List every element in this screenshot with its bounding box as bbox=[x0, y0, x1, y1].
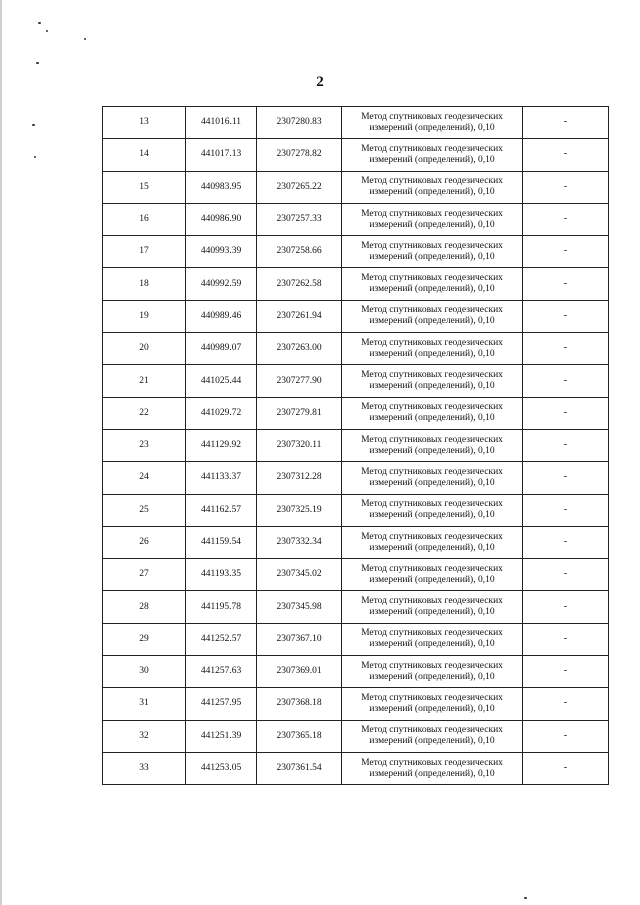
method-text-line: измерений (определений), 0,10 bbox=[369, 348, 495, 359]
x-coordinate-cell: 441195.78 bbox=[186, 591, 257, 623]
point-number-cell: 28 bbox=[103, 591, 186, 623]
table-row bbox=[103, 688, 609, 720]
point-number-cell: 24 bbox=[103, 462, 186, 494]
method-text-line: Метод спутниковых геодезических bbox=[361, 660, 503, 671]
method-text-line: Метод спутниковых геодезических bbox=[361, 240, 503, 251]
table-row bbox=[103, 236, 609, 268]
y-coordinate-cell: 2307279.81 bbox=[257, 397, 342, 429]
value-cell: - bbox=[523, 656, 609, 688]
table-row bbox=[103, 300, 609, 332]
method-cell bbox=[342, 429, 523, 461]
value-cell: - bbox=[523, 429, 609, 461]
method-text-line: Метод спутниковых геодезических bbox=[361, 692, 503, 703]
value-cell: - bbox=[523, 462, 609, 494]
method-cell bbox=[342, 494, 523, 526]
method-text-line: Метод спутниковых геодезических bbox=[361, 143, 503, 154]
method-text-line: измерений (определений), 0,10 bbox=[369, 413, 495, 424]
scan-speck bbox=[36, 62, 39, 64]
method-cell bbox=[342, 107, 523, 139]
value-cell: - bbox=[523, 268, 609, 300]
method-text-line: Метод спутниковых геодезических bbox=[361, 466, 503, 477]
method-text-line: измерений (определений), 0,10 bbox=[369, 187, 495, 198]
value-cell: - bbox=[523, 623, 609, 655]
y-coordinate-cell: 2307361.54 bbox=[257, 752, 342, 784]
value-cell: - bbox=[523, 203, 609, 235]
method-text-line: Метод спутниковых геодезических bbox=[361, 499, 503, 510]
method-text-line: Метод спутниковых геодезических bbox=[361, 531, 503, 542]
method-text-line: Метод спутниковых геодезических bbox=[361, 305, 503, 316]
method-text-line: Метод спутниковых геодезических bbox=[361, 273, 503, 284]
y-coordinate-cell: 2307277.90 bbox=[257, 365, 342, 397]
method-cell bbox=[342, 333, 523, 365]
table-row bbox=[103, 429, 609, 461]
y-coordinate-cell: 2307278.82 bbox=[257, 139, 342, 171]
method-cell bbox=[342, 559, 523, 591]
table-row bbox=[103, 365, 609, 397]
coordinates-table bbox=[102, 106, 609, 785]
point-number-cell: 17 bbox=[103, 236, 186, 268]
value-cell: - bbox=[523, 752, 609, 784]
y-coordinate-cell: 2307257.33 bbox=[257, 203, 342, 235]
point-number-cell: 14 bbox=[103, 139, 186, 171]
method-cell bbox=[342, 720, 523, 752]
method-text-line: измерений (определений), 0,10 bbox=[369, 736, 495, 747]
x-coordinate-cell: 441016.11 bbox=[186, 107, 257, 139]
method-text-line: измерений (определений), 0,10 bbox=[369, 219, 495, 230]
scan-speck bbox=[524, 897, 527, 899]
method-cell bbox=[342, 397, 523, 429]
method-text-line: Метод спутниковых геодезических bbox=[361, 176, 503, 187]
method-text-line: измерений (определений), 0,10 bbox=[369, 671, 495, 682]
y-coordinate-cell: 2307368.18 bbox=[257, 688, 342, 720]
table-row bbox=[103, 623, 609, 655]
point-number-cell: 13 bbox=[103, 107, 186, 139]
method-text-line: измерений (определений), 0,10 bbox=[369, 477, 495, 488]
table-row bbox=[103, 397, 609, 429]
method-cell bbox=[342, 656, 523, 688]
x-coordinate-cell: 440989.46 bbox=[186, 300, 257, 332]
value-cell: - bbox=[523, 107, 609, 139]
point-number-cell: 30 bbox=[103, 656, 186, 688]
table-row bbox=[103, 752, 609, 784]
table-row bbox=[103, 203, 609, 235]
method-cell bbox=[342, 752, 523, 784]
point-number-cell: 19 bbox=[103, 300, 186, 332]
x-coordinate-cell: 441253.05 bbox=[186, 752, 257, 784]
x-coordinate-cell: 441257.63 bbox=[186, 656, 257, 688]
x-coordinate-cell: 440986.90 bbox=[186, 203, 257, 235]
point-number-cell: 20 bbox=[103, 333, 186, 365]
value-cell: - bbox=[523, 171, 609, 203]
x-coordinate-cell: 440983.95 bbox=[186, 171, 257, 203]
method-text-line: измерений (определений), 0,10 bbox=[369, 251, 495, 262]
x-coordinate-cell: 440992.59 bbox=[186, 268, 257, 300]
method-text-line: Метод спутниковых геодезических bbox=[361, 208, 503, 219]
y-coordinate-cell: 2307262.58 bbox=[257, 268, 342, 300]
table-row bbox=[103, 656, 609, 688]
point-number-cell: 15 bbox=[103, 171, 186, 203]
method-cell bbox=[342, 526, 523, 558]
value-cell: - bbox=[523, 365, 609, 397]
method-cell bbox=[342, 688, 523, 720]
y-coordinate-cell: 2307280.83 bbox=[257, 107, 342, 139]
point-number-cell: 22 bbox=[103, 397, 186, 429]
y-coordinate-cell: 2307258.66 bbox=[257, 236, 342, 268]
value-cell: - bbox=[523, 236, 609, 268]
table-row bbox=[103, 720, 609, 752]
point-number-cell: 27 bbox=[103, 559, 186, 591]
value-cell: - bbox=[523, 526, 609, 558]
scan-speck bbox=[32, 124, 35, 126]
point-number-cell: 31 bbox=[103, 688, 186, 720]
value-cell: - bbox=[523, 397, 609, 429]
x-coordinate-cell: 441129.92 bbox=[186, 429, 257, 461]
x-coordinate-cell: 441252.57 bbox=[186, 623, 257, 655]
scan-edge bbox=[0, 0, 2, 905]
value-cell: - bbox=[523, 494, 609, 526]
value-cell: - bbox=[523, 559, 609, 591]
point-number-cell: 23 bbox=[103, 429, 186, 461]
x-coordinate-cell: 440993.39 bbox=[186, 236, 257, 268]
x-coordinate-cell: 441017.13 bbox=[186, 139, 257, 171]
table-row bbox=[103, 139, 609, 171]
table-row bbox=[103, 107, 609, 139]
method-text-line: Метод спутниковых геодезических bbox=[361, 111, 503, 122]
value-cell: - bbox=[523, 688, 609, 720]
y-coordinate-cell: 2307325.19 bbox=[257, 494, 342, 526]
scan-speck bbox=[84, 38, 86, 40]
method-text-line: измерений (определений), 0,10 bbox=[369, 542, 495, 553]
method-text-line: Метод спутниковых геодезических bbox=[361, 628, 503, 639]
method-text-line: Метод спутниковых геодезических bbox=[361, 434, 503, 445]
x-coordinate-cell: 441025.44 bbox=[186, 365, 257, 397]
method-text-line: Метод спутниковых геодезических bbox=[361, 596, 503, 607]
point-number-cell: 16 bbox=[103, 203, 186, 235]
y-coordinate-cell: 2307367.10 bbox=[257, 623, 342, 655]
point-number-cell: 18 bbox=[103, 268, 186, 300]
method-text-line: измерений (определений), 0,10 bbox=[369, 768, 495, 779]
coordinates-table-body bbox=[103, 107, 609, 785]
x-coordinate-cell: 441159.54 bbox=[186, 526, 257, 558]
point-number-cell: 32 bbox=[103, 720, 186, 752]
x-coordinate-cell: 440989.07 bbox=[186, 333, 257, 365]
method-text-line: измерений (определений), 0,10 bbox=[369, 284, 495, 295]
table-row bbox=[103, 333, 609, 365]
point-number-cell: 29 bbox=[103, 623, 186, 655]
method-text-line: Метод спутниковых геодезических bbox=[361, 402, 503, 413]
method-cell bbox=[342, 300, 523, 332]
method-text-line: Метод спутниковых геодезических bbox=[361, 337, 503, 348]
scan-speck bbox=[46, 30, 48, 32]
method-text-line: измерений (определений), 0,10 bbox=[369, 122, 495, 133]
method-cell bbox=[342, 268, 523, 300]
method-text-line: измерений (определений), 0,10 bbox=[369, 639, 495, 650]
y-coordinate-cell: 2307345.02 bbox=[257, 559, 342, 591]
y-coordinate-cell: 2307365.18 bbox=[257, 720, 342, 752]
method-text-line: измерений (определений), 0,10 bbox=[369, 316, 495, 327]
point-number-cell: 21 bbox=[103, 365, 186, 397]
scan-speck bbox=[34, 156, 36, 158]
method-text-line: Метод спутниковых геодезических bbox=[361, 563, 503, 574]
table-row bbox=[103, 559, 609, 591]
table-row bbox=[103, 591, 609, 623]
scan-speck bbox=[38, 22, 41, 24]
method-text-line: измерений (определений), 0,10 bbox=[369, 381, 495, 392]
point-number-cell: 26 bbox=[103, 526, 186, 558]
x-coordinate-cell: 441193.35 bbox=[186, 559, 257, 591]
method-text-line: измерений (определений), 0,10 bbox=[369, 154, 495, 165]
x-coordinate-cell: 441257.95 bbox=[186, 688, 257, 720]
value-cell: - bbox=[523, 720, 609, 752]
page-number: 2 bbox=[316, 74, 324, 90]
method-text-line: измерений (определений), 0,10 bbox=[369, 574, 495, 585]
method-cell bbox=[342, 171, 523, 203]
y-coordinate-cell: 2307332.34 bbox=[257, 526, 342, 558]
table-row bbox=[103, 171, 609, 203]
y-coordinate-cell: 2307312.28 bbox=[257, 462, 342, 494]
y-coordinate-cell: 2307345.98 bbox=[257, 591, 342, 623]
y-coordinate-cell: 2307265.22 bbox=[257, 171, 342, 203]
table-row bbox=[103, 268, 609, 300]
method-cell bbox=[342, 236, 523, 268]
method-cell bbox=[342, 462, 523, 494]
value-cell: - bbox=[523, 300, 609, 332]
y-coordinate-cell: 2307369.01 bbox=[257, 656, 342, 688]
method-text-line: Метод спутниковых геодезических bbox=[361, 370, 503, 381]
method-text-line: измерений (определений), 0,10 bbox=[369, 703, 495, 714]
method-cell bbox=[342, 591, 523, 623]
point-number-cell: 33 bbox=[103, 752, 186, 784]
value-cell: - bbox=[523, 333, 609, 365]
method-cell bbox=[342, 139, 523, 171]
table-row bbox=[103, 462, 609, 494]
y-coordinate-cell: 2307263.00 bbox=[257, 333, 342, 365]
point-number-cell: 25 bbox=[103, 494, 186, 526]
table-row bbox=[103, 526, 609, 558]
x-coordinate-cell: 441162.57 bbox=[186, 494, 257, 526]
method-cell bbox=[342, 365, 523, 397]
table-row bbox=[103, 494, 609, 526]
y-coordinate-cell: 2307320.11 bbox=[257, 429, 342, 461]
method-cell bbox=[342, 623, 523, 655]
method-text-line: измерений (определений), 0,10 bbox=[369, 510, 495, 521]
value-cell: - bbox=[523, 139, 609, 171]
y-coordinate-cell: 2307261.94 bbox=[257, 300, 342, 332]
x-coordinate-cell: 441029.72 bbox=[186, 397, 257, 429]
method-text-line: измерений (определений), 0,10 bbox=[369, 607, 495, 618]
method-text-line: Метод спутниковых геодезических bbox=[361, 725, 503, 736]
x-coordinate-cell: 441251.39 bbox=[186, 720, 257, 752]
value-cell: - bbox=[523, 591, 609, 623]
method-cell bbox=[342, 203, 523, 235]
x-coordinate-cell: 441133.37 bbox=[186, 462, 257, 494]
method-text-line: Метод спутниковых геодезических bbox=[361, 757, 503, 768]
method-text-line: измерений (определений), 0,10 bbox=[369, 445, 495, 456]
